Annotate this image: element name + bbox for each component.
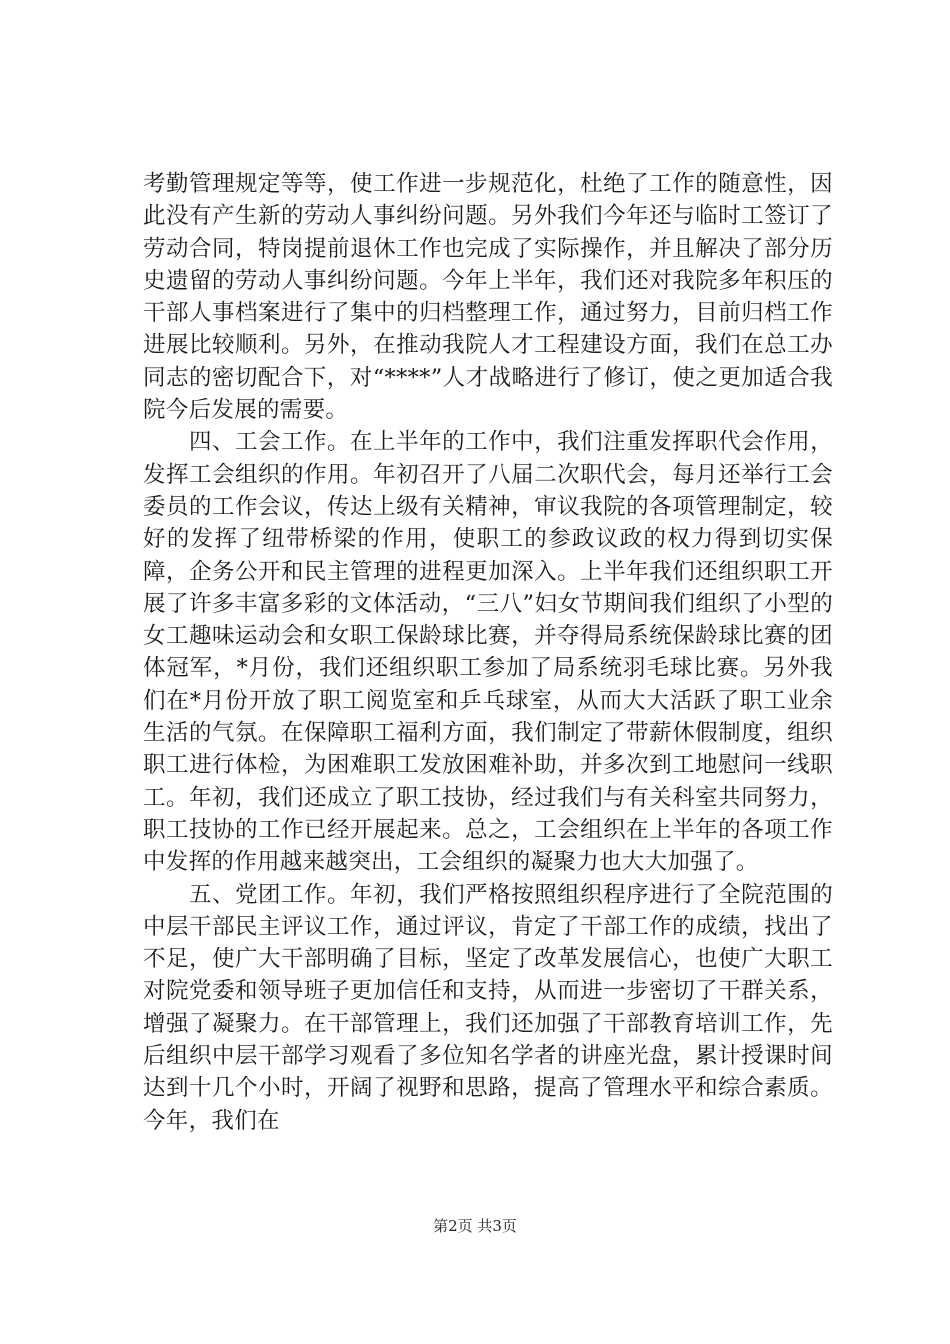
page-number-label: 第2页 共3页 bbox=[433, 1217, 517, 1235]
page-footer bbox=[0, 1215, 950, 1236]
document-body bbox=[143, 168, 833, 1137]
paragraph-labor-personnel: 考勤管理规定等等，使工作进一步规范化，杜绝了工作的随意性，因此没有产生新的劳动人事纠纷问题。另外我们今年还与临时工签订了劳动合同，特岗提前退休工作也完成了实际操作，并且解决了部分历史遗留的劳动人事纠纷问题。今年上半年，我们还对我院多年积压的干部人事档案进行了集中的归档整理工作，通过努力，目前归档工作进展比较顺利。另外，在推动我院人才工程建设方面，我们在总工办同志的密切配合下，对“****”人才战略进行了修订，使之更加适合我院今后发展的需要。 bbox=[143, 171, 833, 424]
paragraph-party-work: 五、党团工作。年初，我们严格按照组织程序进行了全院范围的中层干部民主评议工作，通过评议，肯定了干部工作的成绩，找出了不足，使广大干部明确了目标，坚定了改革发展信心，也使广大职工对院党委和领导班子更加信任和支持，从而进一步密切了干群关系，增强了凝聚力。在干部管理上，我们还加强了干部教育培训工作，先后组织中层干部学习观看了多位知名学者的讲座光盘，累计授课时间达到十几个小时，开阔了视野和思路，提高了管理水平和综合素质。今年，我们在 bbox=[143, 881, 833, 1134]
paragraph-union-work: 四、工会工作。在上半年的工作中，我们注重发挥职代会作用，发挥工会组织的作用。年初召开了八届二次职代会，每月还举行工会委员的工作会议，传达上级有关精神，审议我院的各项管理制定，较好的发挥了纽带桥梁的作用，使职工的参政议政的权力得到切实保障，企务公开和民主管理的进程更加深入。上半年我们还组织职工开展了许多丰富多彩的文体活动，“三八”妇女节期间我们组织了小型的女工趣味运动会和女职工保龄球比赛，并夺得局系统保龄球比赛的团体冠军，*月份，我们还组织职工参加了局系统羽毛球比赛。另外我们在*月份开放了职工阅览室和乒乓球室，从而大大活跃了职工业余生活的气氛。在保障职工福利方面，我们制定了带薪休假制度，组织职工进行体检，为困难职工发放困难补助，并多次到工地慰问一线职工。年初，我们还成立了职工技协，经过我们与有关科室共同努力，职工技协的工作已经开展起来。总之，工会组织在上半年的各项工作中发挥的作用越来越突出，工会组织的凝聚力也大大加强了。 bbox=[143, 429, 833, 876]
